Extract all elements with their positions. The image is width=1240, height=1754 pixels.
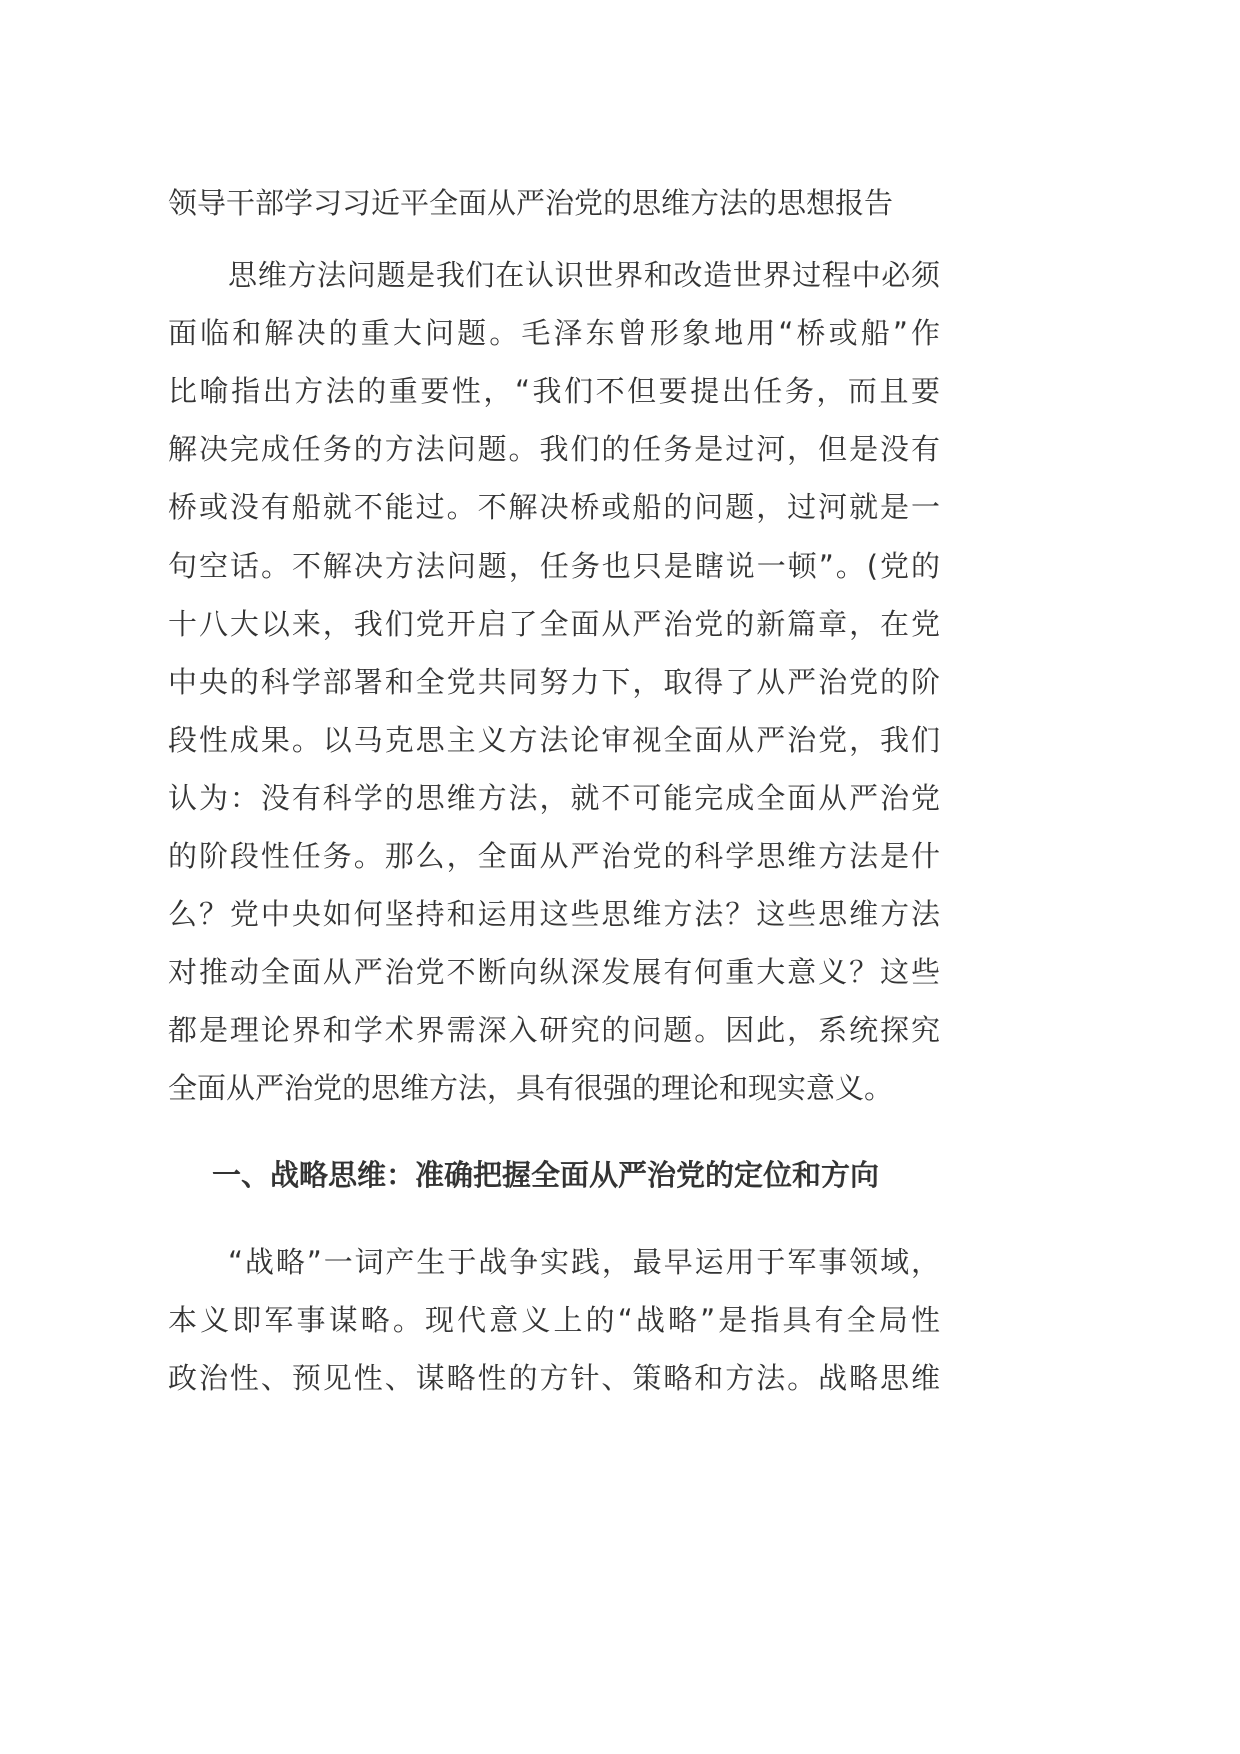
text-line: 面临和解决的重大问题。毛泽东曾形象地用“桥或船”作 bbox=[168, 316, 940, 351]
text-line: 么？党中央如何坚持和运用这些思维方法？这些思维方法 bbox=[168, 897, 940, 932]
text-line: 的阶段性任务。那么，全面从严治党的科学思维方法是什 bbox=[168, 839, 940, 873]
text-line: “战略”一词产生于战争实践，最早运用于军事领域， bbox=[228, 1245, 940, 1279]
text-line: 对推动全面从严治党不断向纵深发展有何重大意义？这些 bbox=[168, 955, 940, 990]
text-line: 比喻指出方法的重要性，“我们不但要提出任务，而且要 bbox=[168, 374, 940, 409]
text-line: 政治性、预见性、谋略性的方针、策略和方法。战略思维 bbox=[168, 1361, 940, 1395]
text-line: 思维方法问题是我们在认识世界和改造世界过程中必须 bbox=[228, 258, 940, 292]
text-line: 都是理论界和学术界需深入研究的问题。因此，系统探究 bbox=[168, 1013, 940, 1048]
text-line: 句空话。不解决方法问题，任务也只是瞎说一顿”。(党的 bbox=[168, 548, 940, 583]
document-title: 领导干部学习习近平全面从严治党的思维方法的思想报告 bbox=[168, 186, 894, 220]
text-line: 中央的科学部署和全党共同努力下，取得了从严治党的阶 bbox=[168, 664, 940, 699]
text-line: 桥或没有船就不能过。不解决桥或船的问题，过河就是一 bbox=[168, 490, 940, 525]
text-line: 段性成果。以马克思主义方法论审视全面从严治党，我们 bbox=[168, 722, 940, 757]
text-line: 全面从严治党的思维方法，具有很强的理论和现实意义。 bbox=[168, 1071, 894, 1106]
text-line: 解决完成任务的方法问题。我们的任务是过河，但是没有 bbox=[168, 432, 940, 467]
text-line: 本义即军事谋略。现代意义上的“战略”是指具有全局性 bbox=[168, 1303, 940, 1337]
text-line: 认为：没有科学的思维方法，就不可能完成全面从严治党 bbox=[168, 780, 940, 815]
text-line: 十八大以来，我们党开启了全面从严治党的新篇章，在党 bbox=[168, 606, 940, 641]
section-heading-1: 一、战略思维：准确把握全面从严治党的定位和方向 bbox=[212, 1158, 880, 1192]
